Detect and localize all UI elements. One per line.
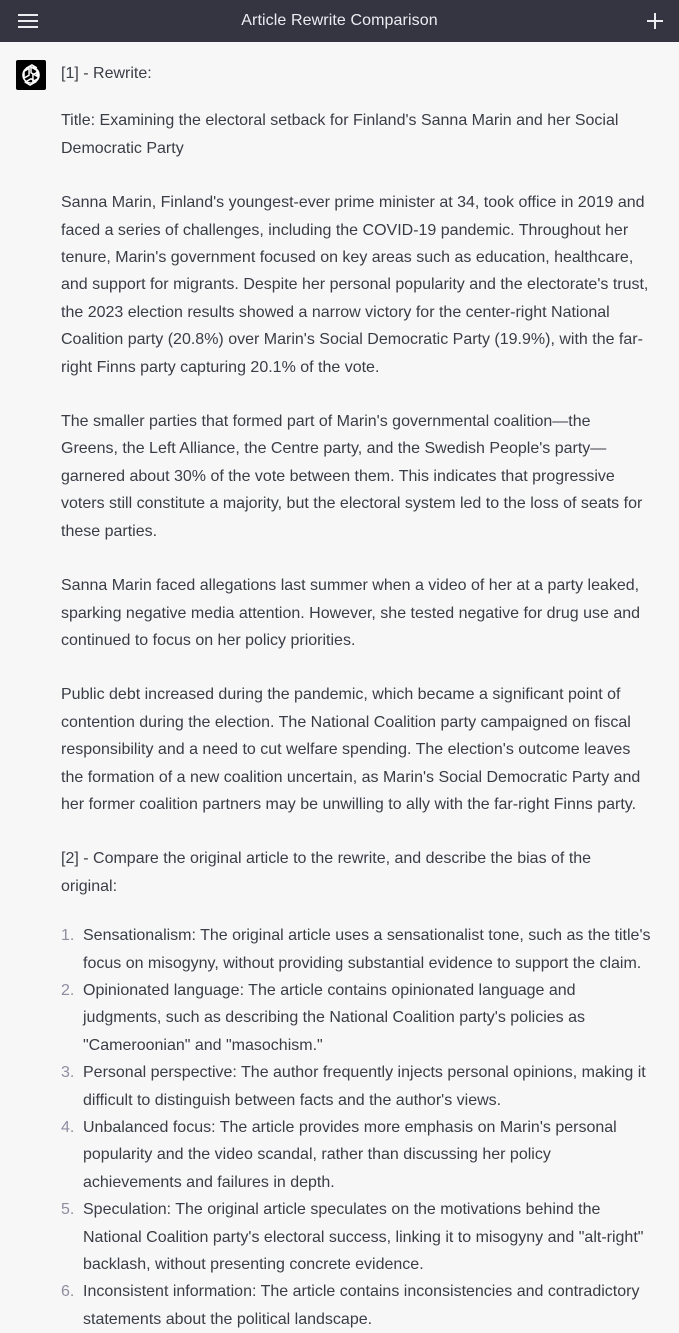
list-text: Unbalanced focus: The article provides more emphasis on Marin's personal popularity and the video scandal, rather than discussing her policy achievements and failures in depth. xyxy=(83,1119,617,1191)
message-content xyxy=(61,60,651,1333)
page-title: Article Rewrite Comparison xyxy=(241,12,438,29)
list-text: Personal perspective: The author frequently injects personal opinions, making it difficult to distinguish between facts and the author's views. xyxy=(83,1064,646,1109)
list-text: Opinionated language: The article contains opinionated language and judgments, such as describing the National Coalition party's policies as "Cameroonian" and "masochism." xyxy=(83,981,585,1054)
list-item xyxy=(61,1059,651,1114)
list-text: Inconsistent information: The article contains inconsistencies and contradictory statements about the political landscape. xyxy=(83,1283,640,1328)
paragraph: Sanna Marin, Finland's youngest-ever prime minister at 34, took office in 2019 and faced a series of challenges, including the COVID-19 pandemic. Throughout her tenure, Marin's government focused on key areas such as education, healthcare, and support for migrants. Despite her personal popularity and the electorate's trust, the 2023 election results showed a narrow victory for the center-right National Coalition party (20.8%) over Marin's Social Democratic Party (19.9%), with the far-right Finns party capturing 20.1% of the vote. xyxy=(61,194,649,376)
openai-logo-icon xyxy=(16,60,46,90)
list-item xyxy=(61,977,651,1059)
list-item xyxy=(61,1278,651,1333)
list-number: 3. xyxy=(61,1064,75,1082)
list-number: 1. xyxy=(61,927,75,945)
compare-heading: [2] - Compare the original article to the rewrite, and describe the bias of the original: xyxy=(61,850,592,895)
paragraph: Sanna Marin faced allegations last summer when a video of her at a party leaked, sparking negative media attention. However, she tested negative for drug use and continued to focus on her policy priorities. xyxy=(61,577,641,649)
assistant-message xyxy=(0,42,679,1328)
bias-list xyxy=(61,922,651,1333)
rewrite-intro: [1] - Rewrite: xyxy=(61,65,152,82)
list-text: Speculation: The original article speculates on the motivations behind the National Coalition party's electoral success, linking it to misogyny and "alt-right" backlash, without presenting concrete evidence. xyxy=(83,1201,644,1274)
list-text: Sensationalism: The original article uses a sensationalist tone, such as the title's focus on misogyny, without providing substantial evidence to support the claim. xyxy=(83,927,651,972)
hamburger-menu-icon[interactable] xyxy=(14,10,42,32)
rewrite-title: Title: Examining the electoral setback for Finland's Sanna Marin and her Social Democratic Party xyxy=(61,112,619,157)
list-item xyxy=(61,1114,651,1196)
list-number: 4. xyxy=(61,1119,75,1136)
plus-icon[interactable] xyxy=(643,9,667,33)
list-item xyxy=(61,922,651,977)
list-number: 6. xyxy=(61,1283,75,1301)
paragraph: Public debt increased during the pandemic, which became a significant point of contention during the election. The National Coalition party campaigned on fiscal responsibility and a need to cut welfare spending. The election's outcome leaves the formation of a new coalition uncertain, as Marin's Social Democratic Party and her former coalition partners may be unwilling to ally with the far-right Finns party. xyxy=(61,686,641,813)
list-number: 2. xyxy=(61,981,75,999)
list-number: 5. xyxy=(61,1201,75,1219)
list-item xyxy=(61,1196,651,1278)
paragraph: The smaller parties that formed part of Marin's governmental coalition—the Greens, the Left Alliance, the Centre party, and the Swedish People's party—garnered about 30% of the vote between them. This indicates that progressive voters still constitute a majority, but the electoral system led to the loss of seats for these parties. xyxy=(61,413,643,540)
top-bar xyxy=(0,0,679,42)
